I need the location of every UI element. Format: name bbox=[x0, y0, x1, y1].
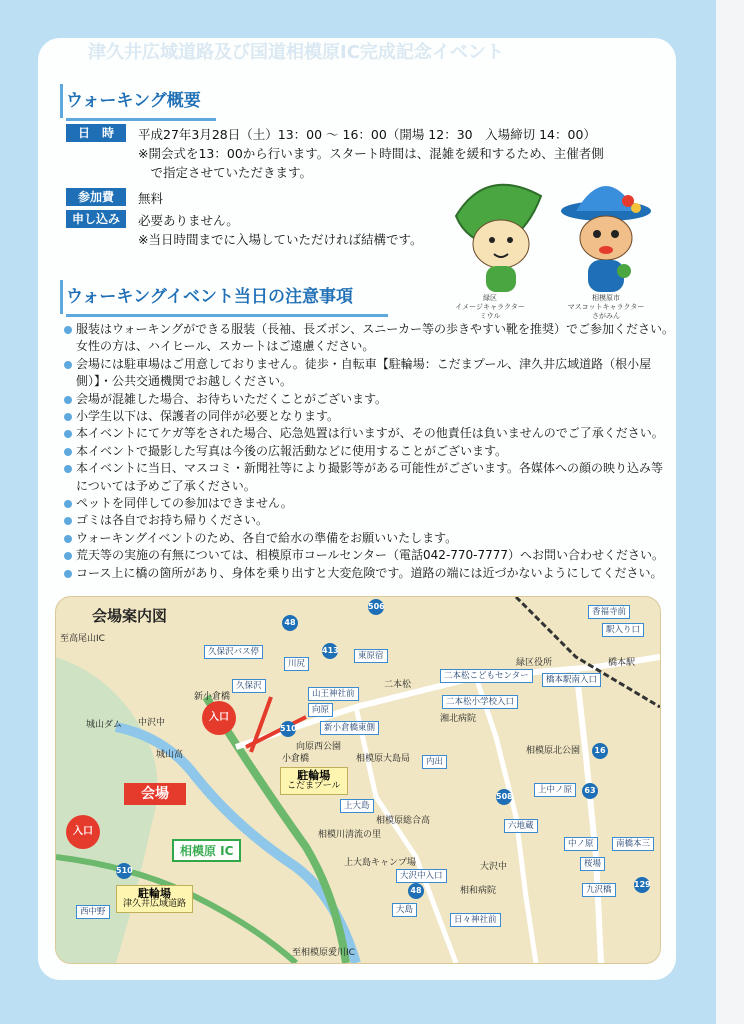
route-48-south: 48 bbox=[408, 883, 424, 899]
label-osawa-naka: 大沢中入口 bbox=[396, 869, 447, 883]
notes-heading: ウォーキングイベント当日の注意事項 bbox=[66, 280, 388, 317]
sagamin-area: 相模原市 bbox=[592, 294, 620, 302]
label-sakuraba: 桜場 bbox=[580, 857, 605, 871]
label-sagamiryo: 相模原総合高 bbox=[376, 816, 431, 826]
note-item: ゴミは各自でお持ち帰りください。 bbox=[64, 512, 664, 529]
parking-tsukui bbox=[116, 885, 193, 913]
note-item: 小学生以下は、保護者の同伴が必要となります。 bbox=[64, 408, 664, 425]
miuru-area: 緑区 bbox=[483, 294, 497, 302]
label-nihonmatsu-kodomo: 二本松こどもセンター bbox=[440, 669, 533, 683]
note-item: コース上に橋の箇所があり、身体を乗り出すと大変危険です。道路の端には近づかないようにしてください。 bbox=[64, 565, 664, 582]
note-item: ウォーキングイベントのため、各自で給水の準備をお願いいたします。 bbox=[64, 530, 664, 547]
venue-map bbox=[55, 596, 661, 964]
note-item: 服装はウォーキングができる服装（長袖、長ズボン、スニーカー等の歩きやすい靴を推奨）でご参加ください。 bbox=[64, 321, 664, 338]
label-minamihashi: 南橋本三 bbox=[612, 837, 654, 851]
route-510: 510 bbox=[280, 721, 296, 737]
label-nihonmatsu-sho: 二本松小学校入口 bbox=[442, 695, 518, 709]
label-kofukuji: 香福寺前 bbox=[588, 605, 630, 619]
label-kamiooshima-camp: 上大島キャンプ場 bbox=[344, 858, 417, 868]
date-line-3: で指定させていただきます。 bbox=[138, 165, 313, 180]
date-label: 日 時 bbox=[66, 124, 126, 142]
note-item: 会場が混雑した場合、お待ちいただくことがございます。 bbox=[64, 391, 664, 408]
label-shinkokura: 新小倉橋 bbox=[194, 692, 231, 702]
parking-kodama-title: 駐輪場 bbox=[297, 769, 331, 782]
label-midori-office: 緑区役所 bbox=[516, 658, 553, 668]
parking-kodama bbox=[280, 767, 348, 795]
date-line-2: ※開会式を13：00から行います。スタート時間は、混雑を緩和するため、主催者側 bbox=[138, 146, 604, 161]
label-kubosawa: 久保沢 bbox=[232, 679, 266, 693]
label-oshima-hp: 相模原大島局 bbox=[356, 754, 411, 764]
note-continuation: については予めご了承ください。 bbox=[76, 478, 256, 493]
miuru-caption bbox=[450, 294, 530, 321]
miuru-role: イメージキャラクター bbox=[455, 303, 525, 311]
label-aikawa: 至相模原愛川IC bbox=[292, 948, 355, 958]
route-506: 506 bbox=[368, 599, 384, 615]
route-413: 413 bbox=[322, 643, 338, 659]
label-sagami-hospital: 相和病院 bbox=[460, 886, 497, 896]
route-48: 48 bbox=[282, 615, 298, 631]
note-continuation: 女性の方は、ハイヒール、スカートはご遠慮ください。 bbox=[76, 339, 375, 354]
route-16: 16 bbox=[592, 743, 608, 759]
label-nishinakano: 西中野 bbox=[76, 905, 110, 919]
note-item: 荒天等の実施の有無については、相模原市コールセンター（電話042-770-7777）へお問い合わせください。 bbox=[64, 547, 664, 564]
entry-marker-2: 入口 bbox=[66, 815, 100, 849]
label-ekiiriguchi: 駅入り口 bbox=[602, 623, 644, 637]
route-129: 129 bbox=[634, 877, 650, 893]
date-line-1: 平成27年3月28日（土）13：00 ～ 16：00（開場 12：30 入場締切 14：00） bbox=[138, 127, 596, 142]
label-kokura: 小倉橋 bbox=[282, 754, 310, 764]
venue-marker: 会場 bbox=[124, 783, 186, 805]
label-uchide: 内出 bbox=[422, 755, 447, 769]
label-hashimoto: 橋本駅 bbox=[608, 658, 636, 668]
map-title: 会場案内図 bbox=[92, 607, 168, 625]
page-edge bbox=[716, 0, 744, 1024]
label-kudawa: 九沢橋 bbox=[582, 883, 616, 897]
note-item: 会場には駐車場はご用意しておりません。徒歩・自転車【駐輪場：こだまプール、津久井広域道路（根小屋 bbox=[64, 356, 664, 373]
miuru-name: ミウル bbox=[479, 312, 501, 320]
label-shiroyama-dam: 城山ダム bbox=[86, 720, 123, 730]
apply-line-2: ※当日時間までに入場していただければ結構です。 bbox=[138, 232, 423, 247]
label-rokuchi: 六地蔵 bbox=[504, 819, 538, 833]
sagamin-name: さがみん bbox=[592, 312, 620, 320]
label-kamiooshima: 上大島 bbox=[340, 799, 374, 813]
notes-list bbox=[64, 321, 674, 582]
label-hibi: 日々神社前 bbox=[450, 913, 501, 927]
parking-tsukui-sub: 津久井広域道路 bbox=[123, 899, 187, 909]
note-continuation: 側）】・公共交通機関でお越しください。 bbox=[76, 374, 293, 389]
label-hashimoto-st: 橋本駅南入口 bbox=[542, 673, 601, 687]
apply-line-1: 必要ありません。 bbox=[138, 213, 239, 228]
note-item: 本イベントにてケガ等をされた場合、応急処置は行いますが、その他責任は負いませんのでご了承ください。 bbox=[64, 425, 664, 442]
label-mukaihara-w: 向原西公園 bbox=[296, 742, 342, 752]
note-item: 本イベントで撮影した写真は今後の広報活動などに使用することがございます。 bbox=[64, 443, 664, 460]
label-sanno: 山王神社前 bbox=[308, 687, 359, 701]
sagamihara-ic-label: 相模原 IC bbox=[172, 839, 241, 862]
label-mukaihara: 向原 bbox=[308, 703, 333, 717]
route-63: 63 bbox=[582, 783, 598, 799]
route-510-west: 510 bbox=[116, 863, 132, 879]
fee-label: 参加費 bbox=[66, 188, 126, 206]
note-item: ペットを同伴しての参加はできません。 bbox=[64, 495, 664, 512]
overview-heading: ウォーキング概要 bbox=[66, 84, 216, 121]
fee-value: 無料 bbox=[138, 191, 164, 206]
label-nakazawa: 中沢中 bbox=[138, 718, 166, 728]
parking-tsukui-title: 駐輪場 bbox=[138, 887, 171, 900]
label-osawa-chu: 大沢中 bbox=[480, 862, 508, 872]
parking-kodama-sub: こだまプール bbox=[287, 781, 341, 791]
label-takao: 至高尾山IC bbox=[60, 634, 105, 644]
miuru-mascot bbox=[456, 185, 541, 292]
label-shohoku: 湘北病院 bbox=[440, 714, 477, 724]
label-sagamigawa: 相模川清流の里 bbox=[318, 830, 382, 840]
sagamin-caption bbox=[558, 294, 654, 321]
label-shinkokura-e: 新小倉橋東側 bbox=[320, 721, 379, 735]
apply-label: 申し込み bbox=[66, 210, 126, 228]
label-nihonmatsu: 二本松 bbox=[384, 680, 412, 690]
sagamin-role: マスコットキャラクター bbox=[567, 303, 645, 311]
label-oshima: 大島 bbox=[392, 903, 417, 917]
entry-marker-1: 入口 bbox=[202, 701, 236, 735]
label-kawajiri: 川尻 bbox=[284, 657, 309, 671]
route-508: 508 bbox=[496, 789, 512, 805]
label-shiroyama: 城山高 bbox=[156, 750, 184, 760]
label-nakanohara: 中ノ原 bbox=[564, 837, 598, 851]
note-item: 本イベントに当日、マスコミ・新聞社等により撮影等がある可能性がございます。各媒体への顔の映り込み等 bbox=[64, 460, 664, 477]
sagamin-mascot bbox=[561, 186, 651, 292]
label-kubosawa-bus: 久保沢バス停 bbox=[204, 645, 263, 659]
label-higashi-park: 相模原北公園 bbox=[526, 746, 581, 756]
label-kaminakano: 上中ノ原 bbox=[534, 783, 576, 797]
label-higashihara: 東原宿 bbox=[354, 649, 388, 663]
ghost-banner: 津久井広域道路及び国道相模原IC完成記念イベント bbox=[88, 42, 504, 62]
